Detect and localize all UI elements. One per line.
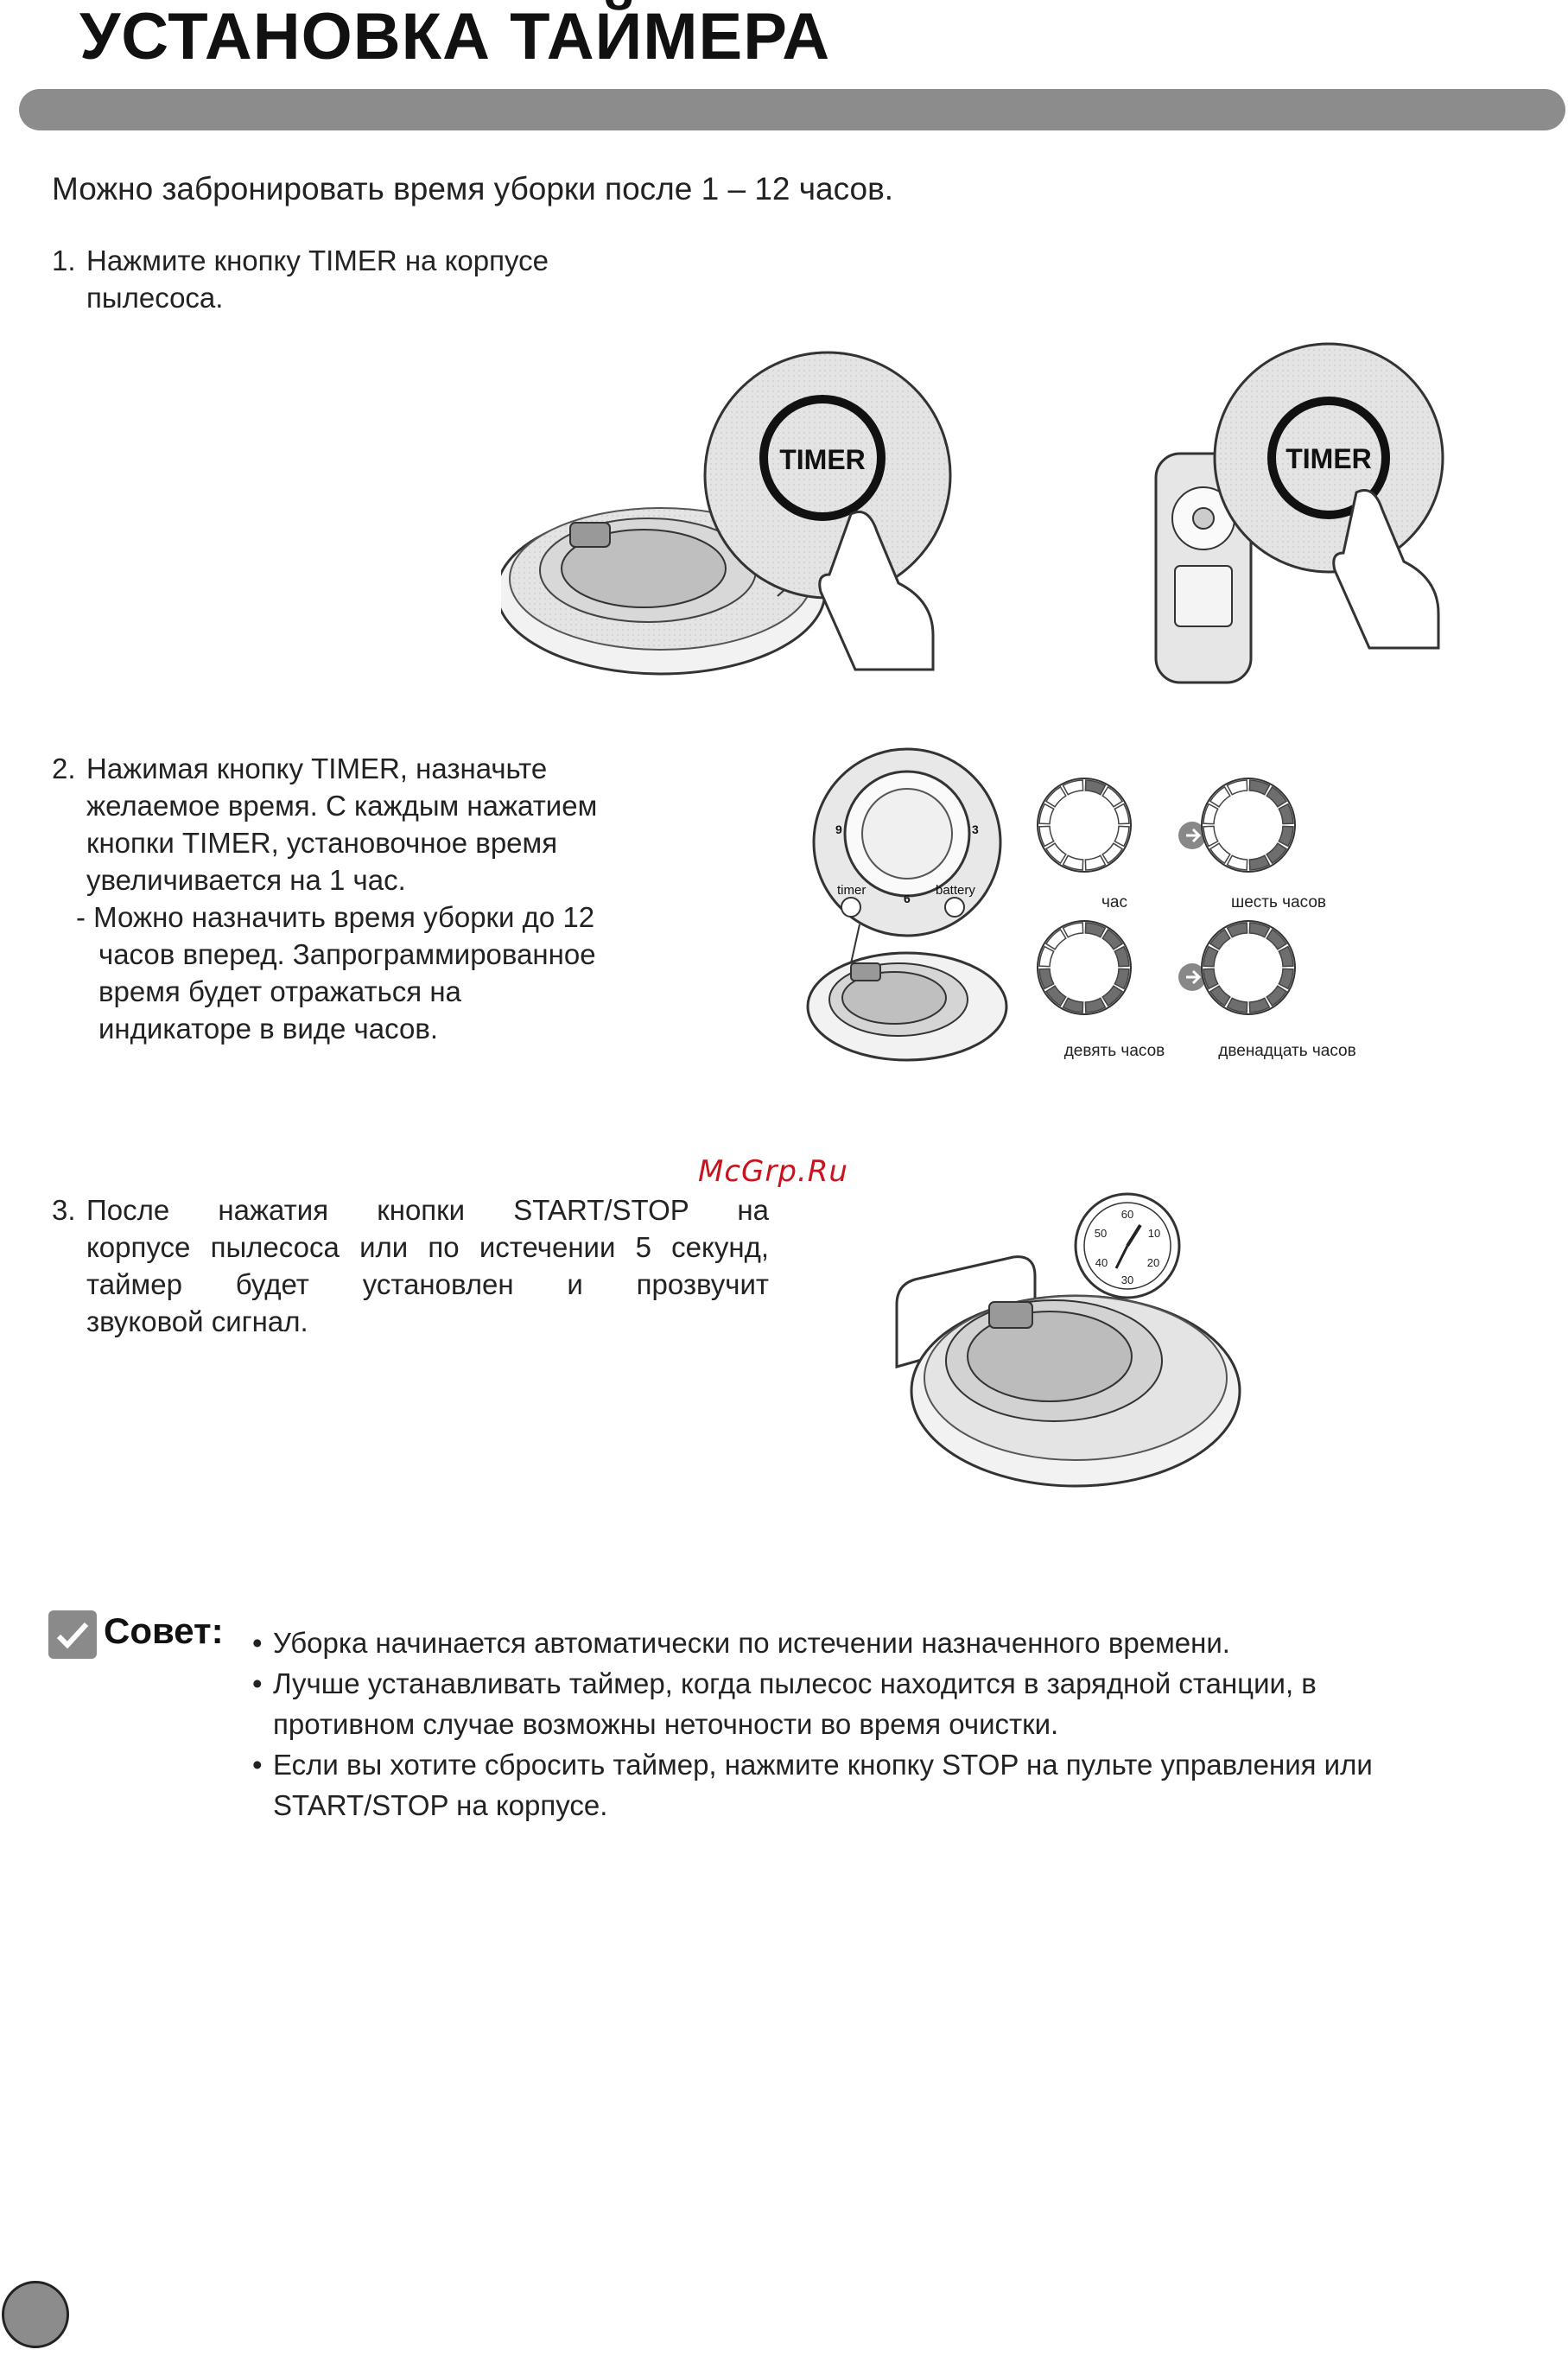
panel-label-6: 6 [904,892,911,905]
step-2-line-1: Нажимая кнопку TIMER, назначьте [86,753,548,784]
step-2-note-line-3: время будет отражаться на [98,975,461,1007]
robot-timer-illustration [501,337,985,683]
tip-item-2-line-1: Лучше устанавливать таймер, когда пылесос находится в зарядной станции, в [273,1667,1317,1699]
dial-label-20: 20 [1146,1256,1160,1269]
step-3-number: 3. [52,1194,76,1226]
step-2 [52,750,726,1047]
step-2-line-2: желаемое время. С каждым нажатием [86,790,598,822]
clock-indicators [1032,773,1378,1067]
tip-bullet-2: • [252,1667,263,1699]
checkmark-icon [48,1610,97,1659]
tip-item-2 [252,1663,1373,1744]
dial-label-60: 60 [1120,1208,1134,1221]
clock-label-9: девять часов [1063,1042,1165,1060]
title-bar [19,89,1565,130]
dial-label-40: 40 [1095,1256,1108,1269]
panel-label-3: 3 [972,822,979,836]
clock-label-6: шесть часов [1230,893,1327,911]
clock-indicator [1038,921,1131,1014]
panel-label-battery: battery [936,883,975,898]
clock-outline [1038,778,1131,872]
clock-outline [1202,778,1295,872]
step-3-line-3: таймер будет установлен и прозвучит [86,1268,769,1300]
robot-docking-illustration [890,1184,1253,1503]
intro-text: Можно забронировать время уборки после 1 – 12 часов. [52,171,894,206]
page-title: УСТАНОВКА ТАЙМЕРА [79,0,831,73]
tip-label: Совет: [104,1610,224,1651]
step-1-number: 1. [52,244,76,276]
step-1-line-2: пылесоса. [86,282,224,314]
clock-indicator [1202,778,1295,872]
clock-label-1: час [1101,893,1127,911]
step-2-line-3: кнопки TIMER, установочное время [86,827,558,859]
tip-list [252,1623,1373,1826]
clock-indicator [1202,921,1295,1014]
tip-item-2-line-2: противном случае возможны неточности во время очистки. [273,1708,1059,1740]
dial-label-50: 50 [1094,1227,1108,1240]
timer-button-label-2: TIMER [1286,443,1372,474]
page-number-badge [2,2281,69,2348]
tip-item-3 [252,1744,1373,1826]
panel-label-timer: timer [837,883,867,898]
control-panel-illustration [799,747,1015,1067]
remote-timer-illustration [1140,337,1477,691]
step-1 [52,242,674,316]
step-2-line-4: увеличивается на 1 час. [86,864,406,896]
dial-label-10: 10 [1147,1227,1161,1240]
step-3-line-1: После нажатия кнопки START/STOP на [86,1194,769,1226]
dial-label-30: 30 [1120,1273,1134,1286]
tip-item-1-line-1: Уборка начинается автоматически по истечении назначенного времени. [273,1627,1230,1659]
step-3-line-2: корпусе пылесоса или по истечении 5 секунд, [86,1231,769,1263]
clock-indicator [1038,778,1131,872]
clock-outline [1202,921,1295,1014]
step-2-note-line-4: индикаторе в виде часов. [98,1013,439,1045]
tip-bullet-1: • [252,1627,263,1659]
step-2-note-line-2: часов вперед. Запрограммированное [98,938,596,970]
clock-label-12: двенадцать часов [1218,1042,1356,1060]
step-2-note-line-1: - Можно назначить время уборки до 12 [76,901,595,933]
step-3 [52,1191,769,1340]
tip-item-3-line-2: START/STOP на корпусе. [273,1789,608,1821]
panel-label-9: 9 [835,822,842,836]
timer-button-label-1: TIMER [779,444,866,475]
clock-outline [1038,921,1131,1014]
tip-bullet-3: • [252,1749,263,1781]
step-2-number: 2. [52,753,76,784]
tip-item-1 [252,1623,1373,1663]
tip-item-3-line-1: Если вы хотите сбросить таймер, нажмите кнопку STOP на пульте управления или [273,1749,1373,1781]
step-1-line-1: Нажмите кнопку TIMER на корпусе [86,244,549,276]
watermark: McGrp.Ru [698,1154,848,1189]
step-3-line-4: звуковой сигнал. [86,1305,308,1337]
